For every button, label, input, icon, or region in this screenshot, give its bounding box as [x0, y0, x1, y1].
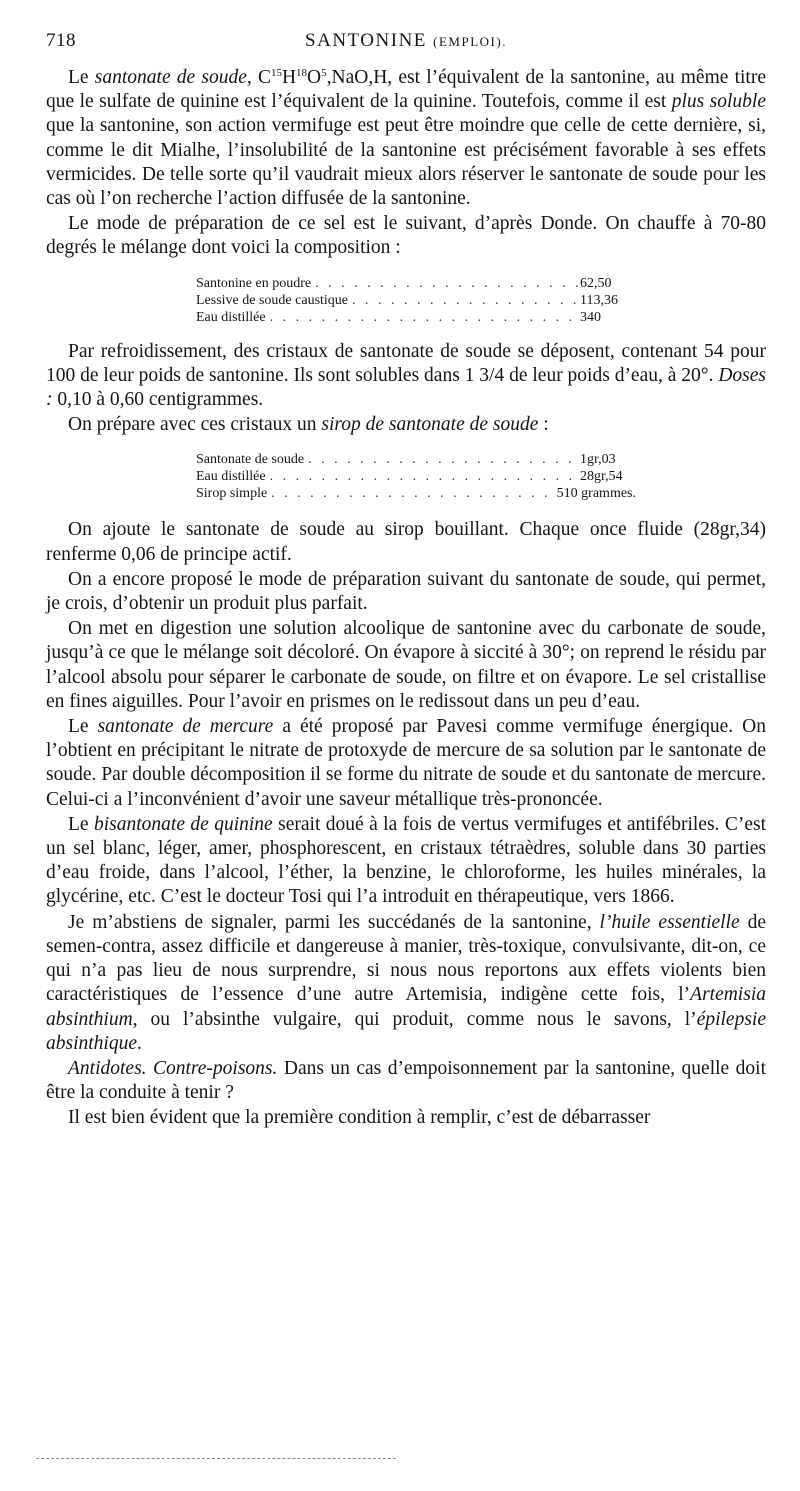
running-title-sub: (EMPLOI). [433, 34, 507, 49]
paragraph-autre-preparation: On a encore proposé le mode de préparation suivant du santonate de soude, qui permet, je crois, d’obtenir un produit plus parfait. [46, 568, 766, 615]
running-title-main: SANTONINE [305, 30, 427, 51]
term-santonate-de-soude: santonate de soude, [94, 67, 252, 88]
paragraph-premiere-condition: Il est bien évident que la première condition à remplir, c’est de débarrasser [68, 1107, 651, 1129]
paragraph-succedanes: Je m’abstiens de signaler, parmi les succédanés de la santonine, l’huile essentielle de semen-contra, assez difficile et dangereuse à manier, très-toxique, convulsivante, dit-on, ce qui n’a pas lieu de nous surprendre, si nous nous reportons aux effets violents bien caractéristiques de l’essence d’une autre Artemisia, indigène cette fois, l’Artemisia absinthium, ou l’absinthe vulgaire, qui produit, comme nous le savons, l’épilepsie absinthique. [46, 911, 767, 1054]
term-bisantonate-de-quinine: bisantonate de quinine [93, 813, 273, 835]
formula-row: Santonate de soude . . . 1gr,03 [196, 451, 636, 468]
paragraph-sirop-bouillant: On ajoute le santonate de soude au sirop bouillant. Chaque once fluide (28gr,34) renferme 0,06 de principe actif. [46, 519, 766, 565]
formula-row: Santonine en poudre . . . 62,50 [196, 275, 636, 292]
page-number: 718 [46, 30, 76, 51]
term-epilepsie-absinthique: épilepsie absinthique [46, 1008, 766, 1054]
page-header [46, 30, 766, 60]
paragraph-bisantonate: Le bisantonate de quinine serait doué à la fois de vertus vermifuges et antifébriles. C’est un sel blanc, léger, amer, phosphorescent, en cristaux tétraèdres, soluble dans 30 parties d’eau froide, dans l’alcool, l’éther, la benzine, le chloroforme, les huiles minérales, la glycérine, etc. C’est le docteur Tosi qui l’a introduit en thérapeutique, vers 1866. [46, 813, 766, 908]
formula-row: Eau distillée . . . 28gr,54 [196, 468, 636, 485]
term-doses: Doses : [46, 364, 766, 411]
paragraph-santonate-de-mercure: Le santonate de mercure a été proposé par Pavesi comme vermifuge énergique. On l’obtient en précipitant le nitrate de protoxyde de mercure de sa solution par le santonate de soude. Par double décomposition il se forme du nitrate de soude et du santonate de mercure. Celui-ci a l’inconvénient d’avoir une saveur métallique très-prononcée. [46, 716, 766, 810]
paragraph-digestion: On met en digestion une solution alcoolique de santonine avec du carbonate de soude, jusqu’à ce que le mélange soit décoloré. On évapore à siccité à 30°; on reprend le résidu par l’alcool absolu pour séparer le carbonate de soude, on filtre et on évapore. Le sel cristallise en fines aiguilles. Pour l’avoir en prismes on le redissout dans un peu d’eau. [46, 618, 766, 712]
paragraph-refroidissement: Par refroidissement, des cristaux de santonate de soude se déposent, contenant 54 pour 100 de leur poids de santonine. Ils sont solubles dans 1 3/4 de leur poids d’eau, à 20°. Doses : 0,10 à 0,60 centigrammes. [46, 340, 766, 411]
term-huile-essentielle: l’huile essentielle [599, 911, 740, 933]
term-artemisia-absinthium: Artemisia absinthium [46, 984, 766, 1030]
footer-rule [36, 1458, 396, 1459]
formula-table-2 [196, 451, 636, 502]
term-sirop-de-santonate: sirop de santonate de soude [321, 414, 539, 436]
paragraph-sirop: On prépare avec ces cristaux un sirop de santonate de soude : [68, 414, 549, 436]
formula-row: Lessive de soude caustique . . . 113,36 [196, 292, 636, 309]
formula-row: Eau distillée . . . 340 [196, 309, 636, 326]
formula-table-1 [196, 275, 636, 326]
heading-antidotes: Antidotes. Contre-poisons. [68, 1057, 278, 1079]
term-santonate-de-mercure: santonate de mercure [97, 716, 274, 738]
paragraph-mode-preparation: Le mode de préparation de ce sel est le suivant, d’après Donde. On chauffe à 70-80 degrés le mélange dont voici la composition : [46, 213, 766, 259]
running-title [46, 30, 766, 52]
paragraph-antidotes: Antidotes. Contre-poisons. Dans un cas d’empoisonnement par la santonine, quelle doit être la conduite à tenir ? [46, 1057, 766, 1104]
formula-row: Sirop simple . . . 510 grammes. [196, 485, 636, 502]
page-body [46, 66, 766, 1131]
term-plus-soluble: plus soluble [671, 91, 766, 113]
paragraph-santonate-de-soude: Le santonate de soude, $C^{15}H^{18}O^5,NaO,H$, est l’équivalent de la santonine, au même titre que le sulfate de quinine est l’équivalent de la quinine. Toutefois, comme il est plus soluble que la santonine, son action vermifuge est peut être moindre que celle de cette dernière, si, comme le dit Mialhe, l’insolubilité de la santonine est précisément favorable à ses effets vermicides. De telle sorte qu’il vaudrait mieux alors réserver le santonate de soude pour les cas où l’on recherche l’action diffusée de la santonine. [46, 67, 766, 210]
